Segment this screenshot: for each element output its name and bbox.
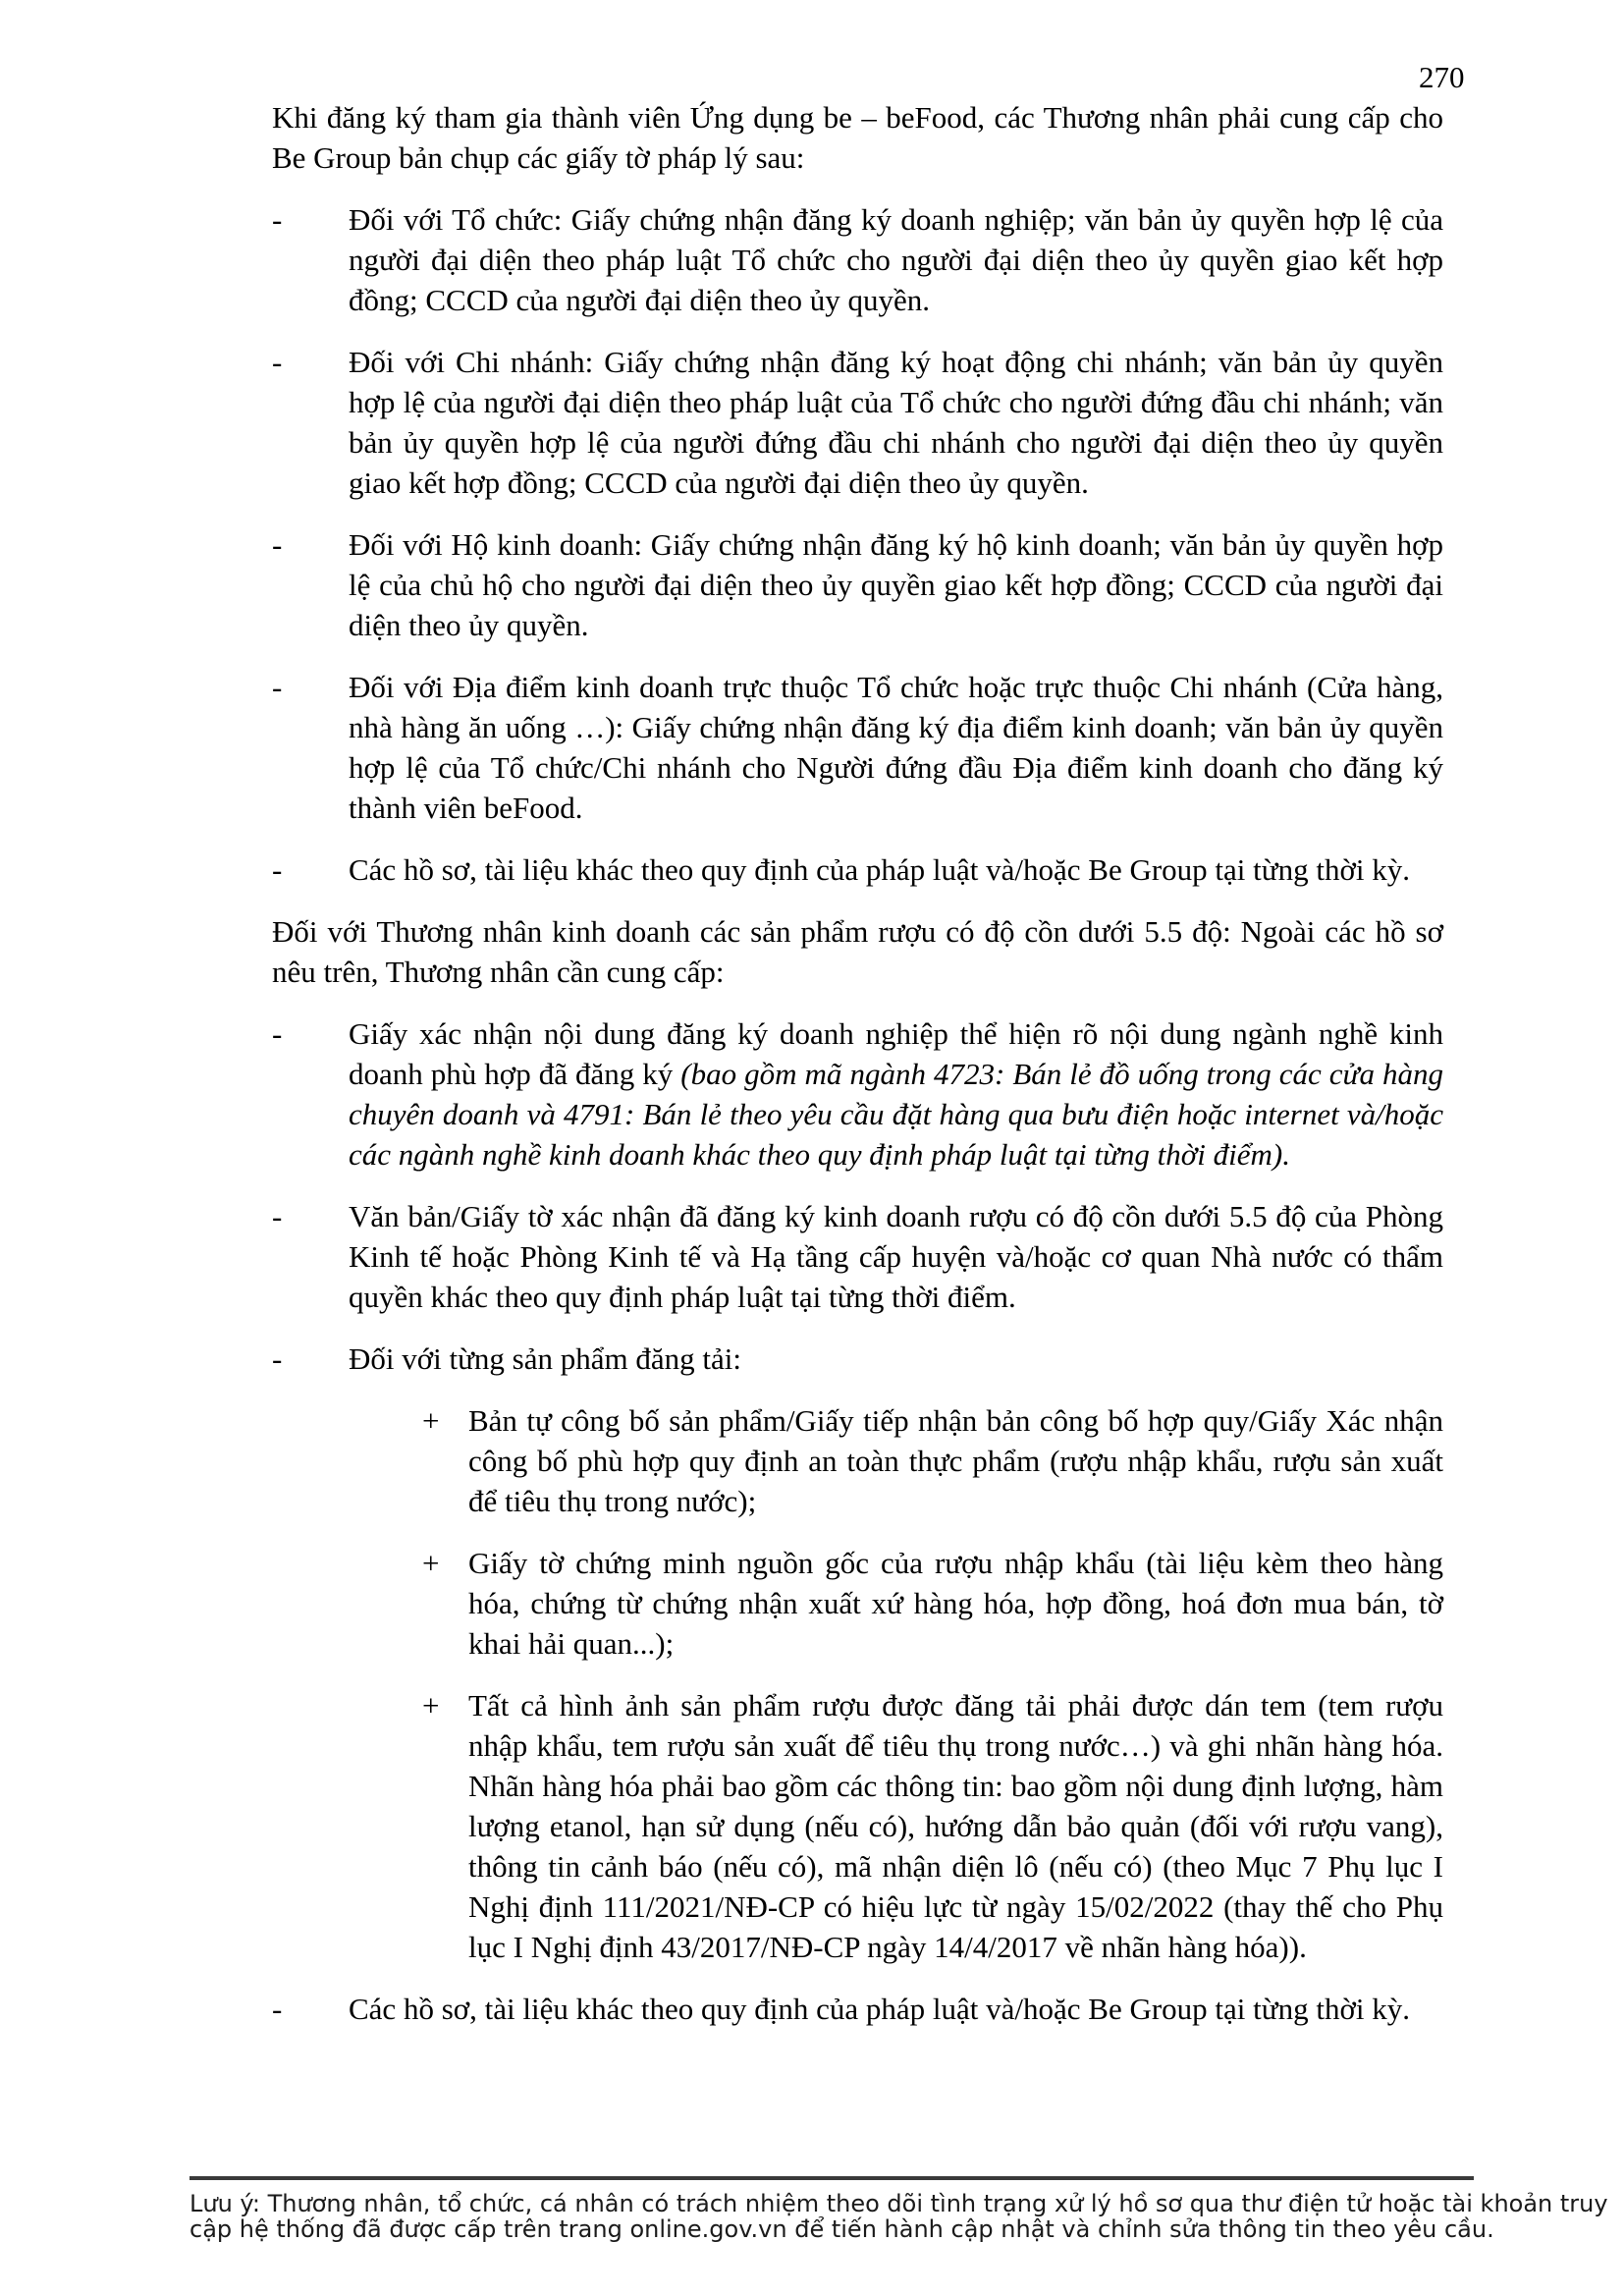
footer-note-line-1: Lưu ý: Thương nhân, tổ chức, cá nhân có trách nhiệm theo dõi tình trạng xử lý hồ sơ qua thư điện tử hoặc tài khoản truy	[189, 2190, 1608, 2217]
dash-bullet-marker: -	[272, 1992, 283, 2026]
legal-doc-item-text: Các hồ sơ, tài liệu khác theo quy định của pháp luật và/hoặc Be Group tại từng thời kỳ.	[349, 852, 1410, 887]
page-number: 270	[1419, 60, 1465, 94]
item-text-normal: Giấy xác nhận nội dung đăng ký doanh nghiệp thể hiện rõ nội dung ngành nghề kinh doanh phù hợp đã đăng ký	[349, 1016, 1443, 1091]
dash-bullet-marker: -	[272, 345, 283, 379]
alcohol-doc-item-text: Các hồ sơ, tài liệu khác theo quy định của pháp luật và/hoặc Be Group tại từng thời kỳ.	[349, 1992, 1410, 2026]
dash-bullet-marker: -	[272, 670, 283, 704]
alcohol-doc-item-text: Văn bản/Giấy tờ xác nhận đã đăng ký kinh doanh rượu có độ cồn dưới 5.5 độ của Phòng Kinh tế hoặc Phòng Kinh tế và Hạ tầng cấp huyện và/hoặc cơ quan Nhà nước có thẩm quyền khác theo quy định pháp luật tại từng thời điểm.	[349, 1199, 1443, 1314]
dash-bullet-marker: -	[272, 527, 283, 562]
legal-doc-item-text: Đối với Chi nhánh: Giấy chứng nhận đăng ký hoạt động chi nhánh; văn bản ủy quyền hợp lệ của người đại diện theo pháp luật của Tổ chức cho người đứng đầu chi nhánh; văn bản ủy quyền hợp lệ của người đứng đầu chi nhánh cho người đại diện theo ủy quyền giao kết hợp đồng; CCCD của người đại diện theo ủy quyền.	[349, 345, 1443, 500]
dash-bullet-marker: -	[272, 1341, 283, 1376]
footer-note-line-2: cập hệ thống đã được cấp trên trang online.gov.vn để tiến hành cập nhật và chỉnh sửa thông tin theo yêu cầu.	[189, 2215, 1494, 2243]
plus-bullet-marker: +	[422, 1546, 440, 1580]
intro-paragraph: Khi đăng ký tham gia thành viên Ứng dụng be – beFood, các Thương nhân phải cung cấp cho Be Group bản chụp các giấy tờ pháp lý sau:	[272, 100, 1443, 175]
legal-doc-item-text: Đối với Tổ chức: Giấy chứng nhận đăng ký doanh nghiệp; văn bản ủy quyền hợp lệ của người đại diện theo pháp luật Tổ chức cho người đại diện theo ủy quyền giao kết hợp đồng; CCCD của người đại diện theo ủy quyền.	[349, 202, 1443, 317]
alcohol-doc-item-confirmation	[272, 1196, 1443, 1317]
product-doc-subitem-origin-proof	[422, 1543, 1443, 1664]
alcohol-doc-item-per-product	[272, 1339, 1443, 1379]
alcohol-doc-item-business-registration	[272, 1013, 1443, 1175]
alcohol-doc-item-text	[349, 1013, 1443, 1175]
alcohol-doc-item-other-docs	[272, 1989, 1443, 2029]
item-text-italic: (bao gồm mã ngành 4723: Bán lẻ đồ uống trong các cửa hàng chuyên doanh và 4791: Bán lẻ theo yêu cầu đặt hàng qua bưu điện hoặc internet và/hoặc các ngành nghề kinh doanh khác theo quy định pháp luật tại từng thời điểm).	[349, 1057, 1443, 1172]
product-doc-subitem-self-declaration	[422, 1400, 1443, 1521]
legal-doc-item-branch	[272, 342, 1443, 503]
legal-doc-item-other-docs	[272, 849, 1443, 890]
product-doc-subitem-text: Bản tự công bố sản phẩm/Giấy tiếp nhận bản công bố hợp quy/Giấy Xác nhận công bố phù hợp quy định an toàn thực phẩm (rượu nhập khẩu, rượu sản xuất để tiêu thụ trong nước);	[468, 1403, 1443, 1518]
legal-doc-item-business-location	[272, 667, 1443, 828]
dash-bullet-marker: -	[272, 852, 283, 887]
alcohol-doc-item-text: Đối với từng sản phẩm đăng tải:	[349, 1341, 741, 1376]
dash-bullet-marker: -	[272, 202, 283, 237]
legal-doc-item-text: Đối với Hộ kinh doanh: Giấy chứng nhận đăng ký hộ kinh doanh; văn bản ủy quyền hợp lệ của chủ hộ cho người đại diện theo ủy quyền giao kết hợp đồng; CCCD của người đại diện theo ủy quyền.	[349, 527, 1443, 642]
legal-doc-item-organization	[272, 199, 1443, 320]
product-doc-subitem-text: Giấy tờ chứng minh nguồn gốc của rượu nhập khẩu (tài liệu kèm theo hàng hóa, chứng từ chứng nhận xuất xứ hàng hóa, hợp đồng, hoá đơn mua bán, tờ khai hải quan...);	[468, 1546, 1443, 1661]
document-body	[272, 97, 1443, 2050]
plus-bullet-marker: +	[422, 1688, 440, 1722]
plus-bullet-marker: +	[422, 1403, 440, 1438]
alcohol-intro-paragraph: Đối với Thương nhân kinh doanh các sản phẩm rượu có độ cồn dưới 5.5 độ: Ngoài các hồ sơ nêu trên, Thương nhân cần cung cấp:	[272, 914, 1443, 989]
legal-doc-item-text: Đối với Địa điểm kinh doanh trực thuộc Tổ chức hoặc trực thuộc Chi nhánh (Cửa hàng, nhà hàng ăn uống …): Giấy chứng nhận đăng ký địa điểm kinh doanh; văn bản ủy quyền hợp lệ của Tổ chức/Chi nhánh cho Người đứng đầu Địa điểm kinh doanh cho đăng ký thành viên beFood.	[349, 670, 1443, 825]
product-doc-subitem-text: Tất cả hình ảnh sản phẩm rượu được đăng tải phải được dán tem (tem rượu nhập khẩu, tem rượu sản xuất để tiêu thụ trong nước…) và ghi nhãn hàng hóa. Nhãn hàng hóa phải bao gồm các thông tin: bao gồm nội dung định lượng, hàm lượng etanol, hạn sử dụng (nếu có), hướng dẫn bảo quản (đối với rượu vang), thông tin cảnh báo (nếu có), mã nhận diện lô (nếu có) (theo Mục 7 Phụ lục I Nghị định 111/2021/NĐ-CP có hiệu lực từ ngày 15/02/2022 (thay thế cho Phụ lục I Nghị định 43/2017/NĐ-CP ngày 14/4/2017 về nhãn hàng hóa)).	[468, 1688, 1443, 1964]
product-doc-subitem-stamp-label	[422, 1685, 1443, 1967]
dash-bullet-marker: -	[272, 1016, 283, 1051]
legal-doc-item-household	[272, 524, 1443, 645]
dash-bullet-marker: -	[272, 1199, 283, 1233]
footer-note	[189, 2176, 1608, 2243]
